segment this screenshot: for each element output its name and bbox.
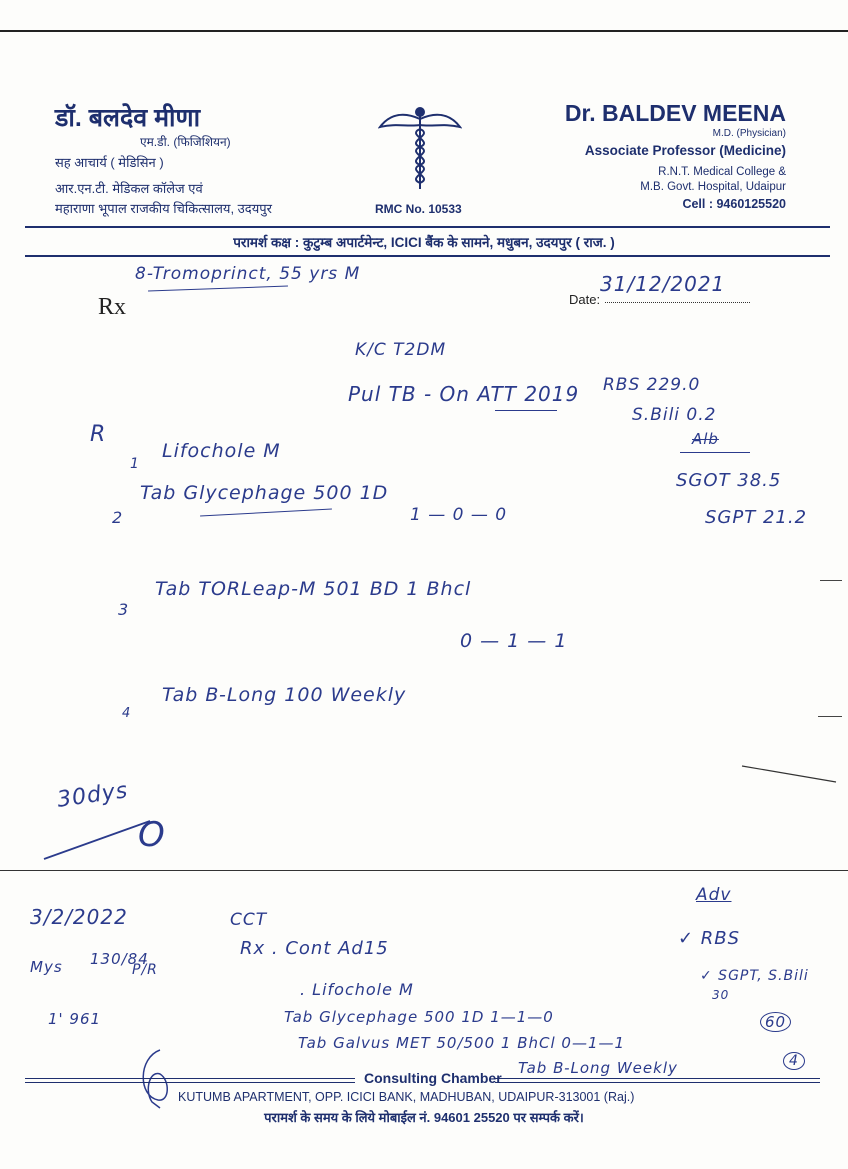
followup-sgpt: ✓ SGPT, S.Bili	[700, 968, 809, 984]
page-top-border	[0, 30, 848, 32]
diagnosis-2: Pul TB - On ATT 2019	[348, 382, 580, 406]
followup-advice: Adv	[696, 885, 732, 905]
rmc-number: RMC No. 10533	[375, 202, 462, 216]
med-number-2: 2	[112, 508, 124, 527]
followup-line-4: Tab B-Long Weekly	[518, 1059, 678, 1077]
followup-date: 3/2/2022	[30, 905, 128, 929]
followup-pulse: P/R	[132, 962, 158, 978]
followup-spo2: 1' 961	[48, 1010, 102, 1028]
date-dotted-line	[605, 302, 750, 303]
followup-qty-4: 4	[783, 1052, 805, 1070]
med-number-4: 4	[122, 706, 132, 721]
lab-rbs: RBS 229.0	[603, 375, 701, 395]
footer-contact: परामर्श के समय के लिये मोबाईल नं. 94601 25520 पर सम्पर्क करें।	[264, 1110, 584, 1125]
lab-alb: Alb	[692, 430, 719, 448]
rx-symbol: Rx	[98, 294, 127, 320]
hospital-english: M.B. Govt. Hospital, Udaipur	[640, 181, 786, 193]
doctor-name-english: Dr. BALDEV MEENA	[564, 100, 786, 126]
followup-rbs: ✓ RBS	[678, 928, 741, 949]
lab-underline	[680, 452, 750, 453]
degree-hindi: एम.डी. (फिजिशियन)	[140, 135, 231, 149]
med-number-3: 3	[118, 600, 130, 619]
consult-address: परामर्श कक्ष : कुटुम्ब अपार्टमेन्ट, ICICI बैंक के सामने, मधुबन, उदयपुर ( राज. )	[233, 235, 615, 250]
rx-mark: R	[90, 422, 107, 447]
followup-bp: 130/84	[90, 950, 149, 968]
lab-sbili: S.Bili 0.2	[632, 405, 717, 425]
degree-english: M.D. (Physician)	[712, 128, 786, 139]
followup-separator	[0, 870, 848, 871]
diagnosis-underline	[495, 410, 557, 411]
margin-arrow	[740, 762, 840, 786]
handwritten-date: 31/12/2021	[600, 272, 726, 296]
duration: 30dys	[55, 778, 130, 813]
caduceus-logo-icon	[378, 105, 462, 191]
margin-mark	[818, 716, 842, 717]
med-3-dose: 0 — 1 — 1	[460, 630, 568, 652]
med-number-1: 1	[130, 456, 140, 472]
college-english: R.N.T. Medical College &	[658, 166, 786, 178]
designation-hindi: सह आचार्य ( मेडिसिन )	[55, 155, 164, 170]
patient-underline	[148, 286, 288, 292]
followup-continue: Rx . Cont Ad15	[240, 938, 389, 959]
designation-english: Associate Professor (Medicine)	[584, 143, 786, 158]
med-4: Tab B-Long 100 Weekly	[162, 684, 407, 706]
followup-sgpt-number: 30	[712, 988, 730, 1002]
med-3: Tab TORLeap-M 501 BD 1 Bhcl	[155, 578, 472, 600]
med-1: Lifochole M	[162, 440, 281, 462]
margin-mark	[820, 580, 842, 581]
college-hindi: आर.एन.टी. मेडिकल कॉलेज एवं	[55, 181, 203, 196]
followup-cct: CCT	[230, 910, 268, 930]
followup-line-2: Tab Glycephage 500 1D 1—1—0	[284, 1008, 554, 1026]
cell-number: Cell : 9460125520	[682, 197, 786, 211]
lab-sgpt: SGPT 21.2	[705, 507, 808, 528]
footer-rule-left	[25, 1078, 355, 1083]
followup-line-1: . Lifochole M	[300, 980, 414, 999]
med-2-dose: 1 — 0 — 0	[410, 505, 508, 525]
med-2: Tab Glycephage 500 1D	[140, 482, 389, 504]
med-2-underline	[200, 509, 332, 517]
followup-qty-60: 60	[760, 1012, 791, 1032]
header-divider-bottom	[25, 255, 830, 257]
hospital-hindi: महाराणा भूपाल राजकीय चिकित्सालय, उदयपुर	[55, 201, 272, 216]
signature-mark: O	[138, 815, 166, 855]
footer-address: KUTUMB APARTMENT, OPP. ICICI BANK, MADHUBAN, UDAIPUR-313001 (Raj.)	[178, 1090, 635, 1104]
patient-line: 8-Tromoprinct, 55 yrs M	[135, 264, 361, 284]
diagnosis-1: K/C T2DM	[355, 340, 447, 360]
followup-line-3: Tab Galvus MET 50/500 1 BhCl 0—1—1	[298, 1034, 626, 1052]
lab-sgot: SGOT 38.5	[676, 470, 782, 491]
footer-title: Consulting Chamber	[364, 1070, 502, 1086]
doctor-name-hindi: डॉ. बलदेव मीणा	[55, 104, 201, 132]
header-divider-top	[25, 226, 830, 228]
footer-rule-right	[495, 1078, 820, 1083]
date-label: Date:	[569, 292, 601, 307]
followup-vitals-label: Mys	[30, 958, 63, 976]
